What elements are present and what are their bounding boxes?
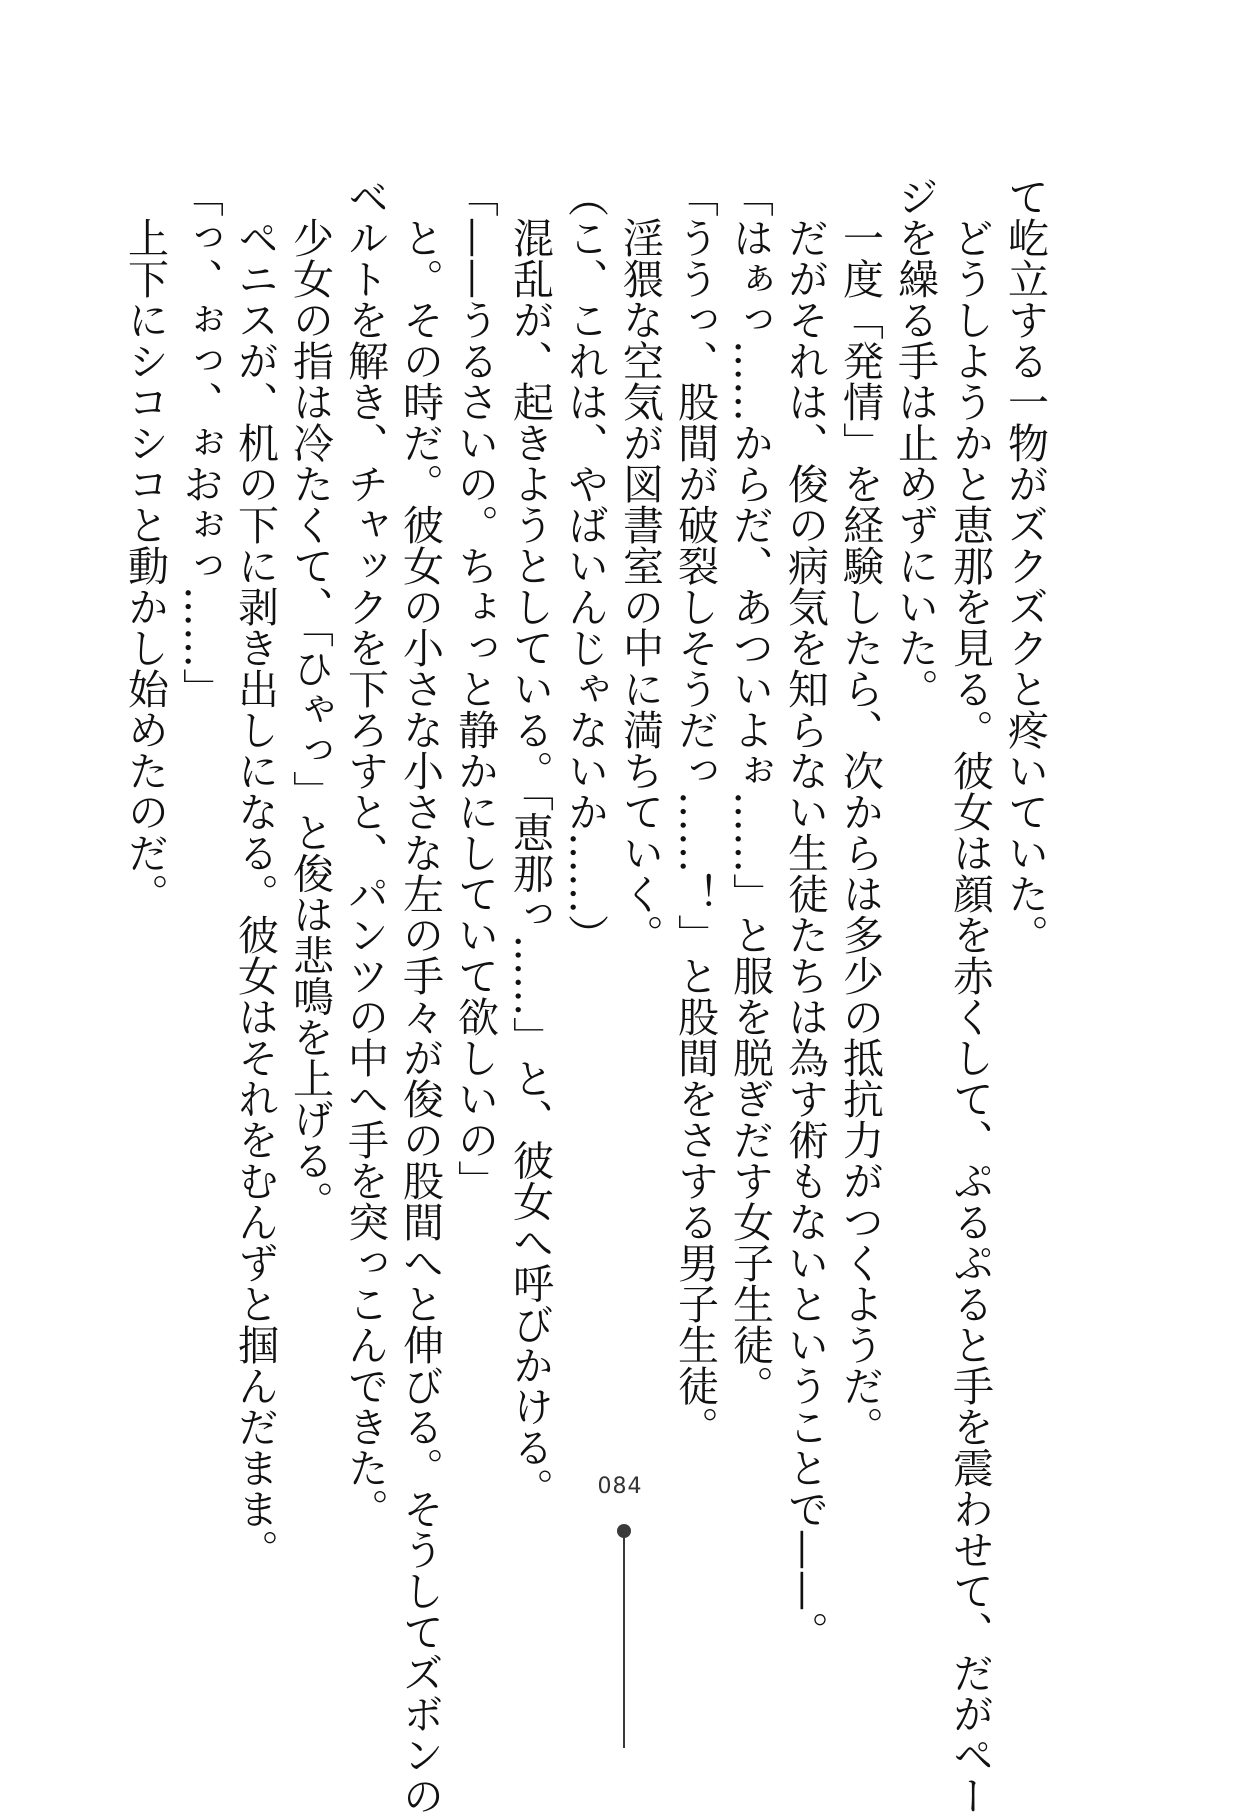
text-line: 淫猥な空気が図書室の中に満ちていく。	[616, 176, 664, 955]
text-line: ペニスが、机の下に剥き出しになる。彼女はそれをむんずと掴んだまま。	[231, 176, 279, 1570]
text-line: 混乱が、起きようとしている。「恵那っ……」と、彼女へ呼びかける。	[506, 176, 554, 1509]
text-line: 上下にシコシコと動かし始めたのだ。	[121, 176, 169, 914]
page-number: 084	[597, 1474, 643, 1499]
text-line: だがそれは、俊の病気を知らない生徒たちは為す術もないということで——。	[781, 176, 829, 1652]
text-line: 「はぁっ……からだ、あついよぉ……」と服を脱ぎだす女子生徒。	[726, 176, 774, 1406]
text-line: て屹立する一物がズクズクと疼いていた。	[1001, 176, 1049, 955]
text-line: ベルトを解き、チャックを下ろすと、パンツの中へ手を突っこんできた。	[341, 176, 389, 1529]
text-line: 「——うるさいの。ちょっと静かにしていて欲しいの」	[451, 176, 499, 1201]
text-line: 「ううっ、股間が破裂しそうだっ……！」と股間をさする男子生徒。	[671, 176, 719, 1447]
text-line: どうしようかと恵那を見る。彼女は顔を赤くして、ぷるぷると手を震わせて、だがペー	[946, 176, 994, 1816]
text-line: 「っ、ぉっ、ぉおぉっ……」	[176, 176, 224, 709]
page-marker-line	[623, 1536, 625, 1748]
text-line: と。その時だ。彼女の小さな小さな左の手々が俊の股間へと伸びる。そうしてズボンの	[396, 176, 444, 1816]
text-line: （こ、これは、やばいんじゃないか……）	[561, 176, 609, 955]
text-line: 少女の指は冷たくて、「ひゃっ」と俊は悲鳴を上げる。	[286, 176, 334, 1222]
text-line: 一度「発情」を経験したら、次からは多少の抵抗力がつくようだ。	[836, 176, 884, 1447]
text-line: ジを繰る手は止めずにいた。	[891, 176, 939, 709]
